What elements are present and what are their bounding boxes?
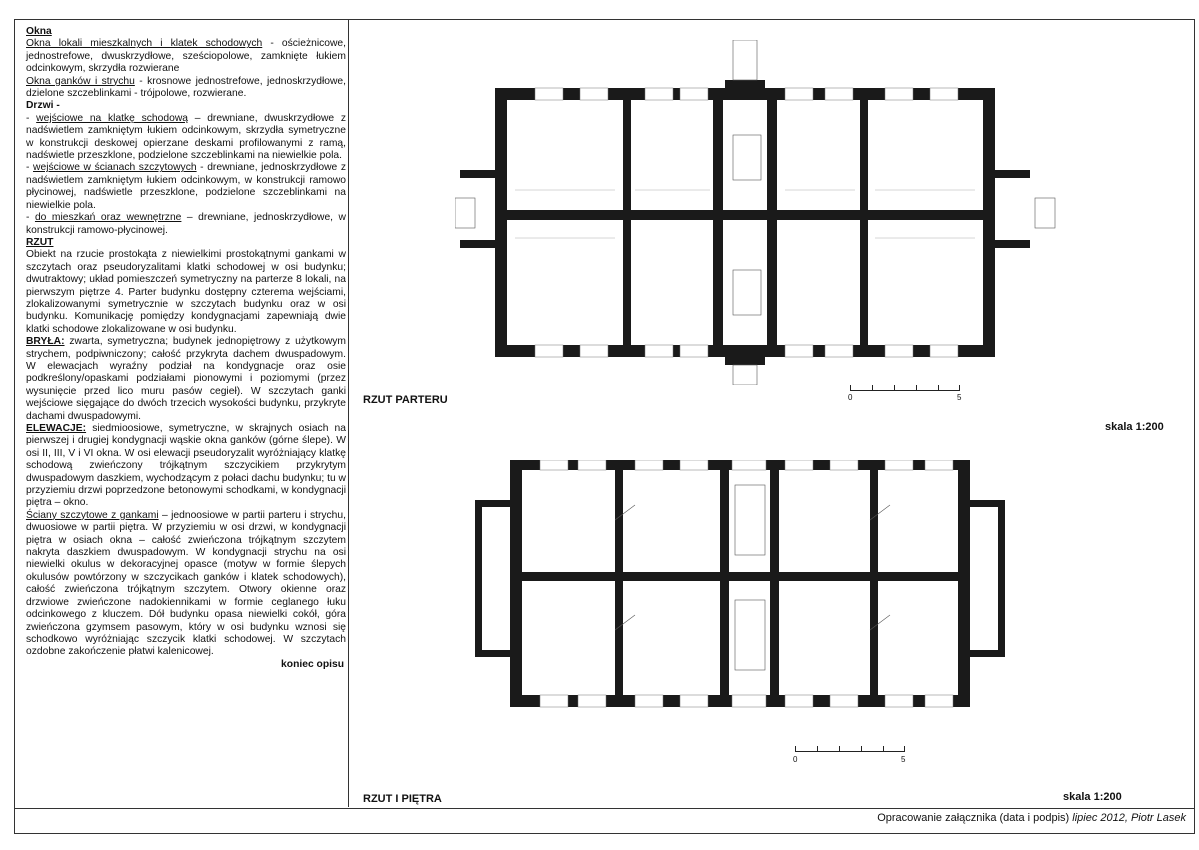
window (635, 695, 663, 707)
window (645, 345, 673, 357)
footer-label: Opracowanie załącznika (data i podpis) (877, 812, 1070, 824)
window (925, 695, 953, 707)
drzwi-mieszkan-text: – drewniane, jednoskrzydłowe, w konstrukcji ramowo-płycinowej. (26, 212, 346, 236)
footer-value: lipiec 2012, Piotr Lasek (1069, 812, 1186, 824)
sciany-text: – jednoosiowe w partii parteru i strychu, dwuosiowe w partii piętra. W przyziemiu w osi drzwi, w kondygnacji piętra w osiach okna – całość zwieńczona trójkątnym szczytem nakryta daszkiem dwuspadowym. W kondygnacji strychu na osi niewielki okulus w dekoracyjnej opasce (motyw w formie ślepych okulusów powtórzony w szczycikach ganków i klatek schodowych), całość zwieńczona trójkątnym szczytem. Otwory okienne oraz drzwiowe zwieńczone nadokiennikami w formie ceglanego łuku odcinkowego z kluczem. Dół budynku opasa niewielki cokół, góra zwieńczona gzymsem pasowym, który w osi budynku wznosi się schodkowo wyróżniając szczycik klatki schodowej. W szczytach ozdobne zakończenie płatwi kalenicowej. (26, 509, 346, 658)
window (680, 88, 708, 100)
ground-scale-start: 0 (848, 393, 853, 402)
window (680, 695, 708, 707)
sciany-label: Ściany szczytowe z gankami (26, 509, 159, 521)
staircase (735, 600, 765, 670)
wall (460, 170, 496, 178)
wall (475, 500, 482, 657)
wall (460, 240, 496, 248)
window (785, 460, 813, 470)
staircase (733, 135, 761, 180)
okna-gankow-label: Okna ganków i strychu (26, 75, 135, 87)
wall (958, 460, 970, 707)
first-scale-end: 5 (901, 755, 906, 764)
okna-heading: Okna (26, 26, 52, 37)
first-plan-scale: skala 1:200 (1063, 791, 1122, 803)
window (785, 345, 813, 357)
bryla-heading: BRYŁA: (26, 336, 65, 348)
window (540, 460, 568, 470)
entrance-steps (455, 198, 475, 228)
drzwi-klatka-text: – drewniane, dwuskrzydłowe z nadświetlem zamkniętym łukiem odcinkowym, skrzydła symetryczne w konstrukcji deskowej opierzane deskami profilowanymi z ramą, nadświetle przeszklone, podzielone szczeblinkami na niewielkie pola. (26, 112, 346, 162)
window (785, 695, 813, 707)
wall (767, 100, 777, 345)
window (825, 345, 853, 357)
wall (720, 470, 729, 695)
wall (623, 100, 631, 345)
wall (994, 240, 1030, 248)
window (535, 88, 563, 100)
okna-lokali-label: Okna lokali mieszkalnych i klatek schodowych (26, 38, 263, 50)
window (830, 695, 858, 707)
drzwi-heading: Drzwi - (26, 100, 60, 112)
wall (507, 210, 983, 220)
window (540, 695, 568, 707)
wall (713, 100, 723, 345)
window (732, 695, 766, 707)
first-plan-caption: RZUT I PIĘTRA (363, 793, 442, 805)
drzwi-szczyt-label: wejściowe w ścianach szczytowych (33, 162, 197, 174)
window (680, 460, 708, 470)
wall (615, 470, 623, 695)
window (885, 345, 913, 357)
window (930, 88, 958, 100)
entrance-steps (733, 365, 757, 385)
wall (522, 572, 958, 581)
window (930, 345, 958, 357)
footer-bar (14, 807, 1195, 834)
wall (725, 355, 765, 365)
window (885, 88, 913, 100)
ground-scale-end: 5 (957, 393, 962, 402)
wall (994, 170, 1030, 178)
bryla-text: zwarta, symetryczna; budynek jednopiętrowy z użytkowym strychem, podpiwniczony; całość przykryta dachem dwuspadowym. W elewacjach wyraźny podział na kondygnacje oraz osie podkreślony/opaskami podziałami pionowymi i poziomymi (przez wysunięcie przed lico muru pasów cegieł). W szczytach ganki wejściowe sięgające do dwóch trzecich wysokości budynku, przykryte dachami dwuspadowymi. (26, 336, 346, 422)
window (580, 88, 608, 100)
window (645, 88, 673, 100)
wall (495, 88, 507, 357)
wall (983, 88, 995, 357)
window (885, 460, 913, 470)
rzut-text: Obiekt na rzucie prostokąta z niewielkimi prostokątnymi gankami w szczytach oraz pseudoryzalitami klatki schodowej w osi budynku; dwutraktowy; układ pomieszczeń symetryczny na parterze 8 lokali, na pierwszym piętrze 4. Parter budynku dostępny czterema wejściami, zlokalizowanymi symetrycznie w szczytach budynku oraz w osi budynku. Komunikację pomiędzy kondygnacjami zapewniają dwie klatki schodowe zlokalizowane w osi budynku. (26, 249, 346, 335)
ground-plan-scale: skala 1:200 (1105, 421, 1164, 433)
description-text: Okna Okna lokali mieszkalnych i klatek schodowych - ościeżnicowe, jednostrefowe, dwuskrzydłowe, sześciopolowe, zamknięte łukiem odcinkowym, skrzydła rozwierane Okna ganków i strychu - krosnowe jednostrefowe, jednoskrzydłowe, dzielone szczeblinkami - trójpolowe, rozwierane. Drzwi - - wejściowe na klatkę schodową – drewniane, dwuskrzydłowe z nadświetlem zamkniętym łukiem odcinkowym, skrzydła symetryczne w konstrukcji deskowej opierzane deskami profilowanymi z ramą, nadświetle przeszklone, podzielone szczeblinkami na niewielkie pola. - wejściowe w ścianach szczytowych - drewniane, jednoskrzydłowe z nadświetlem zamkniętym łukiem odcinkowym, w konstrukcji ramowo płycinowej, nadświetle przeszklone, podzielone szczeblinkami na niewielkie pola. - do mieszkań oraz wewnętrzne – drewniane, jednoskrzydłowe, w konstrukcji ramowo-płycinowej. RZUT Obiekt na rzucie prostokąta z niewielkimi prostokątnymi gankami w szczytach oraz pseudoryzalitami klatki schodowej w osi budynku; dwutraktowy; układ pomieszczeń symetryczny na parterze 8 lokali, na pierwszym piętrze 4. Parter budynku dostępny czterema wejściami, zlokalizowanymi symetrycznie w szczytach budynku oraz w osi budynku. Komunikację pomiędzy kondygnacjami zapewniają dwie klatki schodowe zlokalizowane w osi budynku. BRYŁA: zwarta, symetryczna; budynek jednopiętrowy z użytkowym strychem, podpiwniczony; całość przykryta dachem dwuspadowym. W elewacjach wyraźny podział na kondygnacje oraz osie podkreślony/opaskami podziałami pionowymi i poziomymi (przez wysunięcie przed lico muru pasów cegieł). W szczytach ganki wejściowe sięgające do dwóch trzecich wysokości budynku, przykryte dachami dwuspadowymi. ELEWACJE: siedmioosiowe, symetryczne, w skrajnych osiach na pierwszej i drugiej kondygnacji wąskie okna ganków (górne ślepe). W osi II, III, V i VI okna. W osi elewacji pseudoryzalit wyróżniający klatkę schodową zwieńczony trójkątnym szczycikiem przykrytym dwuspadowym daszkiem, wychodzącym z połaci dachu budynku; tu w przyziemiu drzwi poprzedzone betonowymi schodkami, w kondygnacji piętra – okno. Ściany szczytowe z gankami – jednoosiowe w partii parteru i strychu, dwuosiowe w partii piętra. W przyziemiu w osi drzwi, w kondygnacji piętra w osiach okna – całość zwieńczona trójkątnym szczytem nakryta daszkiem dwuspadowym. W kondygnacji strychu na osi niewielki okulus w dekoracyjnej opasce (motyw w formie ślepych okulusów powtórzony w szczycikach ganków i klatek schodowych), całość zwieńczona trójkątnym szczytem. Otwory okienne oraz drzwiowe zwieńczone nadokiennikami w formie ceglanego łuku odcinkowego z kluczem. Dół budynku opasa niewielki cokół, góra zwieńczona gzymsem pasowym, który w osi budynku wznosi się schodkowo wyróżniając szczycik klatki schodowej. W szczytach ozdobne zakończenie płatwi kalenicowej. koniec opisu (26, 26, 347, 670)
elewacje-heading: ELEWACJE: (26, 423, 87, 434)
staircase (735, 485, 765, 555)
first-floor-plan (470, 460, 1050, 725)
window (825, 88, 853, 100)
wall (510, 460, 522, 707)
entrance-steps (1035, 198, 1055, 228)
window (925, 460, 953, 470)
window (578, 695, 606, 707)
drzwi-szczyt-text: - drewniane, jednoskrzydłowe z nadświetlem zamkniętym łukiem odcinkowym, w konstrukcji ramowo płycinowej, nadświetle przeszklone, podzielone szczeblinkami na niewielkie pola. (26, 162, 347, 211)
ground-plan-caption: RZUT PARTERU (363, 394, 448, 406)
window (635, 460, 663, 470)
window (830, 460, 858, 470)
wall (770, 470, 779, 695)
end-marker: koniec opisu (281, 658, 344, 670)
drzwi-klatka-label: wejściowe na klatkę schodową (36, 112, 189, 124)
wall (860, 100, 868, 345)
window (785, 88, 813, 100)
rzut-heading: RZUT (26, 236, 54, 248)
window (535, 345, 563, 357)
window (578, 460, 606, 470)
ground-scale-bar (850, 384, 960, 391)
ground-floor-plan (455, 40, 1075, 385)
staircase (733, 270, 761, 315)
wall (725, 80, 765, 90)
drzwi-mieszkan-label: do mieszkań oraz wewnętrzne (34, 212, 182, 224)
elewacje-text: siedmioosiowe, symetryczne, w skrajnych osiach na pierwszej i drugiej kondygnacji wąskie okna ganków (górne ślepe). W osi II, III, V i VI okna. W osi elewacji pseudoryzalit wyróżniający klatkę schodową zwieńczony trójkątnym szczycikiem przykrytym dwuspadowym daszkiem, wychodzącym z połaci dachu budynku; tu w przyziemiu drzwi poprzedzone betonowymi schodkami, w kondygnacji piętra – okno. (26, 423, 346, 509)
first-scale-bar (795, 745, 905, 752)
okna-lokali-text: - ościeżnicowe, jednostrefowe, dwuskrzydłowe, sześciopolowe, zamknięte łukiem odcinkowym, skrzydła rozwierane (26, 38, 347, 75)
footer-signature (877, 812, 1186, 824)
window (732, 460, 766, 470)
window (885, 695, 913, 707)
window (680, 345, 708, 357)
wall (998, 500, 1005, 657)
entrance-steps (733, 40, 757, 80)
window (580, 345, 608, 357)
first-scale-start: 0 (793, 755, 798, 764)
okna-gankow-text: - krosnowe jednostrefowe, jednoskrzydłowe, dzielone szczeblinkami - trójpolowe, rozwierane. (26, 75, 346, 100)
wall (870, 470, 878, 695)
